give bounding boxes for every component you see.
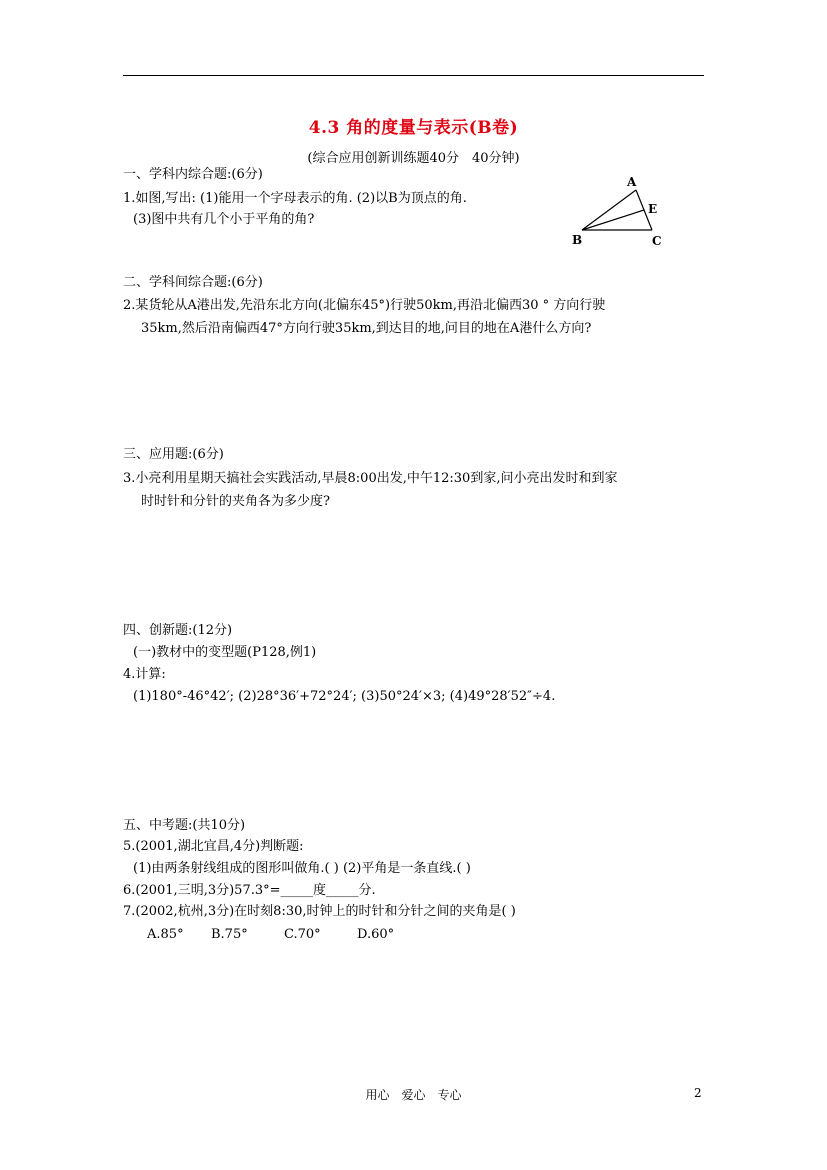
page-title: 4.3 角的度量与表示(B卷): [308, 118, 519, 138]
section-1-heading: 一、学科内综合题:(6分): [123, 167, 263, 182]
question-5-items: (1)由两条射线组成的图形叫做角.( ) (2)平角是一条直线.( ): [133, 861, 471, 876]
triangle-figure: [560, 170, 670, 250]
question-7-option-b: B.75°: [211, 927, 248, 942]
question-3-line-1: 3.小亮利用星期天搞社会实践活动,早晨8:00出发,中午12:30到家,问小亮出发时和到家: [123, 471, 618, 486]
segment-be: [582, 210, 644, 230]
question-7-option-c: C.70°: [284, 927, 321, 942]
question-2-line-1: 2.某货轮从A港出发,先沿东北方向(北偏东45°)行驶50km,再沿北偏西30 ° 方向行驶: [123, 298, 606, 313]
question-7-option-d: D.60°: [357, 927, 395, 942]
label-b: B: [572, 233, 583, 247]
segment-ba: [582, 190, 636, 230]
page-number: 2: [694, 1086, 702, 1100]
label-e: E: [648, 202, 658, 216]
question-3-line-2: 时时针和分针的夹角各为多少度?: [141, 494, 330, 509]
page-footer: 用心 爱心 专心: [365, 1088, 462, 1102]
question-6: 6.(2001,三明,3分)57.3°=_____度_____分.: [123, 883, 376, 898]
question-5: 5.(2001,湖北宜昌,4分)判断题:: [123, 839, 304, 854]
header-rule: [123, 75, 704, 76]
section-4-heading: 四、创新题:(12分): [123, 623, 233, 638]
label-a: A: [627, 175, 637, 189]
question-7-option-a: A.85°: [147, 927, 184, 942]
question-2-line-2: 35km,然后沿南偏西47°方向行驶35km,到达目的地,问目的地在A港什么方向?: [141, 321, 592, 336]
question-4-label: 4.计算:: [123, 667, 166, 682]
section-5-heading: 五、中考题:(共10分): [123, 818, 246, 833]
question-1-line-2: (3)图中共有几个小于平角的角?: [133, 212, 315, 227]
question-4-expressions: (1)180°-46°42′; (2)28°36′+72°24′; (3)50°24′×3; (4)49°28′52″÷4.: [133, 689, 556, 704]
section-3-heading: 三、应用题:(6分): [123, 447, 224, 462]
section-4-subheading: (一)教材中的变型题(P128,例1): [133, 645, 317, 660]
question-1-line-1: 1.如图,写出: (1)能用一个字母表示的角. (2)以B为顶点的角.: [123, 191, 467, 206]
page-subtitle: (综合应用创新训练题40分 40分钟): [307, 151, 520, 166]
section-2-heading: 二、学科间综合题:(6分): [123, 275, 263, 290]
label-c: C: [652, 234, 662, 248]
question-7: 7.(2002,杭州,3分)在时刻8:30,时钟上的时针和分针之间的夹角是( ): [123, 904, 516, 919]
